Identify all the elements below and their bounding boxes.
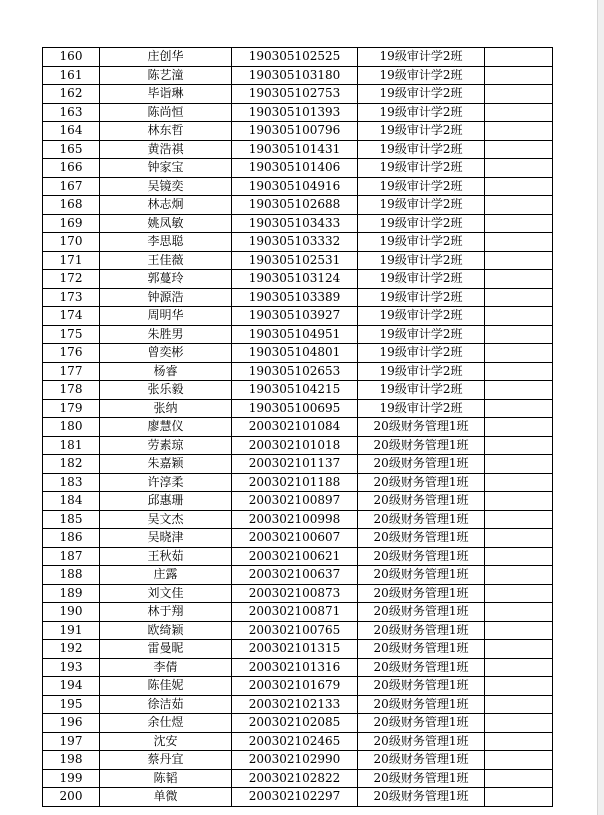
remarks-cell (485, 344, 553, 363)
class-name-cell: 19级审计学2班 (358, 159, 485, 178)
student-name-cell: 蔡丹宜 (100, 751, 232, 770)
remarks-cell (485, 714, 553, 733)
table-row (43, 381, 553, 400)
table-row (43, 233, 553, 252)
remarks-cell (485, 732, 553, 751)
row-number-cell: 170 (43, 233, 100, 252)
class-name-cell: 19级审计学2班 (358, 140, 485, 159)
student-id-cell: 200302100607 (232, 529, 358, 548)
class-name-cell: 20级财务管理1班 (358, 621, 485, 640)
table-row (43, 695, 553, 714)
class-name-cell: 19级审计学2班 (358, 381, 485, 400)
student-id-cell: 200302101018 (232, 436, 358, 455)
student-id-cell: 200302102990 (232, 751, 358, 770)
row-number-cell: 188 (43, 566, 100, 585)
row-number-cell: 172 (43, 270, 100, 289)
student-name-cell: 钟源浩 (100, 288, 232, 307)
roster-body (43, 48, 553, 807)
row-number-cell: 169 (43, 214, 100, 233)
row-number-cell: 181 (43, 436, 100, 455)
remarks-cell (485, 473, 553, 492)
student-id-cell: 190305102753 (232, 85, 358, 104)
remarks-cell (485, 566, 553, 585)
table-row (43, 85, 553, 104)
page-edge (597, 0, 604, 815)
class-name-cell: 20级财务管理1班 (358, 436, 485, 455)
class-name-cell: 19级审计学2班 (358, 344, 485, 363)
table-row (43, 788, 553, 807)
student-name-cell: 吴晓津 (100, 529, 232, 548)
table-row (43, 344, 553, 363)
class-name-cell: 20级财务管理1班 (358, 455, 485, 474)
row-number-cell: 200 (43, 788, 100, 807)
student-name-cell: 郭蔓玲 (100, 270, 232, 289)
table-row (43, 566, 553, 585)
row-number-cell: 184 (43, 492, 100, 511)
remarks-cell (485, 436, 553, 455)
table-row (43, 473, 553, 492)
student-id-cell: 190305103332 (232, 233, 358, 252)
row-number-cell: 166 (43, 159, 100, 178)
table-row (43, 769, 553, 788)
class-name-cell: 19级审计学2班 (358, 251, 485, 270)
student-id-cell: 190305100796 (232, 122, 358, 141)
table-row (43, 325, 553, 344)
row-number-cell: 198 (43, 751, 100, 770)
class-name-cell: 20级财务管理1班 (358, 418, 485, 437)
student-id-cell: 200302101316 (232, 658, 358, 677)
student-name-cell: 张纳 (100, 399, 232, 418)
remarks-cell (485, 529, 553, 548)
student-name-cell: 林于翔 (100, 603, 232, 622)
class-name-cell: 19级审计学2班 (358, 307, 485, 326)
student-name-cell: 王佳薇 (100, 251, 232, 270)
row-number-cell: 196 (43, 714, 100, 733)
student-id-cell: 200302102297 (232, 788, 358, 807)
student-name-cell: 朱嘉颖 (100, 455, 232, 474)
row-number-cell: 192 (43, 640, 100, 659)
table-row (43, 529, 553, 548)
student-name-cell: 周明华 (100, 307, 232, 326)
class-name-cell: 19级审计学2班 (358, 196, 485, 215)
student-id-cell: 200302101137 (232, 455, 358, 474)
student-id-cell: 200302100897 (232, 492, 358, 511)
student-name-cell: 庄露 (100, 566, 232, 585)
table-row (43, 603, 553, 622)
table-row (43, 732, 553, 751)
remarks-cell (485, 584, 553, 603)
class-name-cell: 19级审计学2班 (358, 177, 485, 196)
table-row (43, 640, 553, 659)
table-row (43, 714, 553, 733)
row-number-cell: 161 (43, 66, 100, 85)
row-number-cell: 197 (43, 732, 100, 751)
student-id-cell: 190305102653 (232, 362, 358, 381)
class-name-cell: 20级财务管理1班 (358, 732, 485, 751)
student-name-cell: 黄浩祺 (100, 140, 232, 159)
student-name-cell: 陈尚恒 (100, 103, 232, 122)
table-row (43, 122, 553, 141)
table-row (43, 196, 553, 215)
table-row (43, 621, 553, 640)
student-id-cell: 190305103124 (232, 270, 358, 289)
student-id-cell: 190305101393 (232, 103, 358, 122)
student-id-cell: 200302102085 (232, 714, 358, 733)
remarks-cell (485, 788, 553, 807)
student-id-cell: 200302100765 (232, 621, 358, 640)
student-name-cell: 李倩 (100, 658, 232, 677)
student-name-cell: 钟家宝 (100, 159, 232, 178)
class-name-cell: 19级审计学2班 (358, 233, 485, 252)
table-row (43, 436, 553, 455)
row-number-cell: 191 (43, 621, 100, 640)
student-name-cell: 余仕煜 (100, 714, 232, 733)
row-number-cell: 194 (43, 677, 100, 696)
student-id-cell: 200302100873 (232, 584, 358, 603)
student-name-cell: 陈佳妮 (100, 677, 232, 696)
student-name-cell: 陈韬 (100, 769, 232, 788)
class-name-cell: 20级财务管理1班 (358, 603, 485, 622)
class-name-cell: 20级财务管理1班 (358, 584, 485, 603)
table-row (43, 547, 553, 566)
table-row (43, 288, 553, 307)
student-name-cell: 王秋茹 (100, 547, 232, 566)
table-row (43, 658, 553, 677)
row-number-cell: 182 (43, 455, 100, 474)
class-name-cell: 20级财务管理1班 (358, 751, 485, 770)
student-id-cell: 190305103180 (232, 66, 358, 85)
table-row (43, 677, 553, 696)
student-name-cell: 刘文佳 (100, 584, 232, 603)
table-row (43, 251, 553, 270)
class-name-cell: 19级审计学2班 (358, 362, 485, 381)
class-name-cell: 19级审计学2班 (358, 325, 485, 344)
class-name-cell: 19级审计学2班 (358, 66, 485, 85)
row-number-cell: 199 (43, 769, 100, 788)
remarks-cell (485, 362, 553, 381)
row-number-cell: 186 (43, 529, 100, 548)
row-number-cell: 178 (43, 381, 100, 400)
table-row (43, 177, 553, 196)
table-row (43, 103, 553, 122)
class-name-cell: 19级审计学2班 (358, 288, 485, 307)
class-name-cell: 19级审计学2班 (358, 122, 485, 141)
row-number-cell: 173 (43, 288, 100, 307)
remarks-cell (485, 103, 553, 122)
row-number-cell: 160 (43, 48, 100, 67)
student-id-cell: 190305101406 (232, 159, 358, 178)
student-id-cell: 190305104916 (232, 177, 358, 196)
class-name-cell: 20级财务管理1班 (358, 677, 485, 696)
student-name-cell: 曾奕彬 (100, 344, 232, 363)
student-id-cell: 190305104951 (232, 325, 358, 344)
student-name-cell: 雷曼昵 (100, 640, 232, 659)
student-name-cell: 林东哲 (100, 122, 232, 141)
row-number-cell: 189 (43, 584, 100, 603)
table-row (43, 159, 553, 178)
row-number-cell: 177 (43, 362, 100, 381)
row-number-cell: 176 (43, 344, 100, 363)
class-name-cell: 20级财务管理1班 (358, 658, 485, 677)
table-row (43, 584, 553, 603)
student-id-cell: 200302102465 (232, 732, 358, 751)
remarks-cell (485, 399, 553, 418)
remarks-cell (485, 621, 553, 640)
remarks-cell (485, 695, 553, 714)
row-number-cell: 180 (43, 418, 100, 437)
student-name-cell: 欧绮颖 (100, 621, 232, 640)
remarks-cell (485, 603, 553, 622)
student-id-cell: 200302102133 (232, 695, 358, 714)
remarks-cell (485, 66, 553, 85)
row-number-cell: 163 (43, 103, 100, 122)
remarks-cell (485, 122, 553, 141)
class-name-cell: 19级审计学2班 (358, 399, 485, 418)
student-id-cell: 200302101084 (232, 418, 358, 437)
student-id-cell: 200302102822 (232, 769, 358, 788)
table-row (43, 399, 553, 418)
row-number-cell: 167 (43, 177, 100, 196)
student-id-cell: 190305102525 (232, 48, 358, 67)
row-number-cell: 183 (43, 473, 100, 492)
class-name-cell: 19级审计学2班 (358, 48, 485, 67)
student-id-cell: 200302101315 (232, 640, 358, 659)
student-name-cell: 林志炯 (100, 196, 232, 215)
class-name-cell: 19级审计学2班 (358, 270, 485, 289)
student-id-cell: 190305104215 (232, 381, 358, 400)
student-id-cell: 190305102688 (232, 196, 358, 215)
class-name-cell: 20级财务管理1班 (358, 492, 485, 511)
class-name-cell: 20级财务管理1班 (358, 788, 485, 807)
student-name-cell: 许淳柔 (100, 473, 232, 492)
class-name-cell: 19级审计学2班 (358, 85, 485, 104)
student-name-cell: 杨睿 (100, 362, 232, 381)
remarks-cell (485, 677, 553, 696)
remarks-cell (485, 177, 553, 196)
student-name-cell: 廖慧仪 (100, 418, 232, 437)
student-name-cell: 邱惠珊 (100, 492, 232, 511)
student-name-cell: 徐洁茹 (100, 695, 232, 714)
table-row (43, 270, 553, 289)
remarks-cell (485, 455, 553, 474)
student-id-cell: 190305102531 (232, 251, 358, 270)
row-number-cell: 175 (43, 325, 100, 344)
remarks-cell (485, 196, 553, 215)
student-id-cell: 200302100871 (232, 603, 358, 622)
class-name-cell: 19级审计学2班 (358, 103, 485, 122)
table-row (43, 492, 553, 511)
remarks-cell (485, 307, 553, 326)
remarks-cell (485, 214, 553, 233)
student-id-cell: 200302100637 (232, 566, 358, 585)
row-number-cell: 193 (43, 658, 100, 677)
class-name-cell: 20级财务管理1班 (358, 640, 485, 659)
student-name-cell: 沈安 (100, 732, 232, 751)
student-id-cell: 190305100695 (232, 399, 358, 418)
row-number-cell: 165 (43, 140, 100, 159)
student-id-cell: 200302100621 (232, 547, 358, 566)
student-name-cell: 劳素琼 (100, 436, 232, 455)
table-row (43, 214, 553, 233)
remarks-cell (485, 270, 553, 289)
remarks-cell (485, 658, 553, 677)
student-id-cell: 200302100998 (232, 510, 358, 529)
remarks-cell (485, 325, 553, 344)
student-id-cell: 190305104801 (232, 344, 358, 363)
student-name-cell: 单微 (100, 788, 232, 807)
table-row (43, 362, 553, 381)
class-name-cell: 20级财务管理1班 (358, 769, 485, 788)
row-number-cell: 190 (43, 603, 100, 622)
row-number-cell: 185 (43, 510, 100, 529)
remarks-cell (485, 288, 553, 307)
row-number-cell: 195 (43, 695, 100, 714)
remarks-cell (485, 751, 553, 770)
class-name-cell: 20级财务管理1班 (358, 695, 485, 714)
table-row (43, 418, 553, 437)
remarks-cell (485, 159, 553, 178)
student-name-cell: 陈艺潼 (100, 66, 232, 85)
remarks-cell (485, 492, 553, 511)
student-name-cell: 吴镜奕 (100, 177, 232, 196)
student-id-cell: 200302101679 (232, 677, 358, 696)
student-name-cell: 姚凤敏 (100, 214, 232, 233)
class-name-cell: 20级财务管理1班 (358, 714, 485, 733)
student-name-cell: 李思聪 (100, 233, 232, 252)
remarks-cell (485, 140, 553, 159)
student-id-cell: 190305103927 (232, 307, 358, 326)
table-row (43, 510, 553, 529)
table-row (43, 140, 553, 159)
remarks-cell (485, 510, 553, 529)
class-name-cell: 20级财务管理1班 (358, 510, 485, 529)
row-number-cell: 164 (43, 122, 100, 141)
remarks-cell (485, 233, 553, 252)
remarks-cell (485, 640, 553, 659)
table-row (43, 66, 553, 85)
table-row (43, 455, 553, 474)
student-id-cell: 190305103389 (232, 288, 358, 307)
row-number-cell: 179 (43, 399, 100, 418)
student-name-cell: 吴文杰 (100, 510, 232, 529)
remarks-cell (485, 769, 553, 788)
student-name-cell: 张乐毅 (100, 381, 232, 400)
row-number-cell: 162 (43, 85, 100, 104)
remarks-cell (485, 48, 553, 67)
student-name-cell: 朱胜男 (100, 325, 232, 344)
remarks-cell (485, 85, 553, 104)
student-id-cell: 200302101188 (232, 473, 358, 492)
student-id-cell: 190305101431 (232, 140, 358, 159)
student-name-cell: 毕诣琳 (100, 85, 232, 104)
student-roster-table (42, 47, 553, 807)
table-row (43, 751, 553, 770)
class-name-cell: 20级财务管理1班 (358, 547, 485, 566)
class-name-cell: 20级财务管理1班 (358, 473, 485, 492)
class-name-cell: 19级审计学2班 (358, 214, 485, 233)
row-number-cell: 168 (43, 196, 100, 215)
table-row (43, 307, 553, 326)
class-name-cell: 20级财务管理1班 (358, 529, 485, 548)
student-id-cell: 190305103433 (232, 214, 358, 233)
remarks-cell (485, 381, 553, 400)
remarks-cell (485, 418, 553, 437)
row-number-cell: 174 (43, 307, 100, 326)
row-number-cell: 171 (43, 251, 100, 270)
table-row (43, 48, 553, 67)
student-name-cell: 庄创华 (100, 48, 232, 67)
class-name-cell: 20级财务管理1班 (358, 566, 485, 585)
row-number-cell: 187 (43, 547, 100, 566)
remarks-cell (485, 547, 553, 566)
remarks-cell (485, 251, 553, 270)
